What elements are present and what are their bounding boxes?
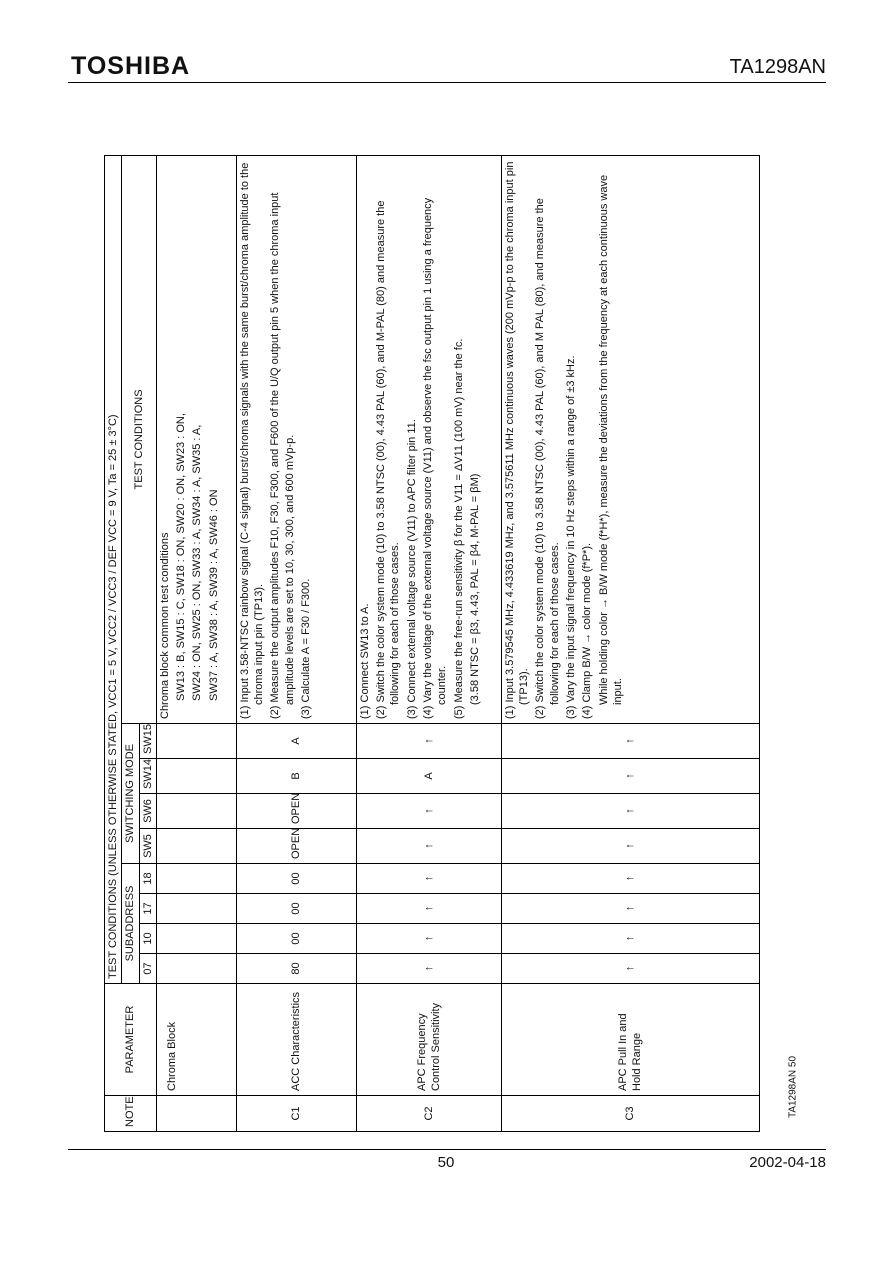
sw-col-14: SW14	[139, 759, 156, 794]
sub-col-10: 10	[139, 924, 156, 954]
note-header: NOTE	[105, 1096, 157, 1132]
parameter-cell: APC Pull In and Hold Range	[501, 984, 759, 1096]
document-date: 2002-04-18	[749, 1154, 826, 1171]
sw-col-6: SW6	[139, 794, 156, 829]
test-conditions-table-rotated	[104, 161, 760, 1132]
sw-col-5: SW5	[139, 829, 156, 864]
note-cell: C2	[356, 1096, 501, 1132]
table-row	[156, 155, 236, 1131]
sub-col-07: 07	[139, 954, 156, 984]
sub-col-17: 17	[139, 894, 156, 924]
table-title: TEST CONDITIONS (UNLESS OTHERWISE STATED, VCC1 = 5 V, VCC2 / VCC3 / DEF VCC = 9 V, Ta = 25 ± 3°C)	[105, 155, 122, 983]
page-number: 50	[437, 1154, 455, 1171]
part-number: TA1298AN	[729, 56, 826, 78]
parameter-cell: Chroma Block	[156, 984, 236, 1096]
toshiba-logo: TOSHIBA	[71, 52, 191, 80]
conditions-cell: Chroma block common test conditions SW13 : B, SW15 : C, SW18 : ON, SW20 : ON, SW23 : ON, SW24 : ON, SW25 : ON, SW33 : A, SW34 : A, SW35 : A, SW37 : A, SW38 : A, SW39 : A, SW46 : ON	[156, 155, 236, 723]
test-conditions-header: TEST CONDITIONS	[122, 155, 157, 723]
table-row: C3 APC Pull In and Hold Range ↑ ↑ ↑ ↑ ↑ ↑ ↑ ↑ (1) Input 3.579545 MHz, 4.433619 MHz, and 3.575611 MHz continuous waves (200 mVp-p to the chroma input pin (TP13). (2) Switch the color system mode (10) to 3.58 NTSC (00), 4.43 PAL (60), and M PAL (80), and measure the following for each of those cases. (3) Vary the input signal frequency in 10 Hz steps within a range of ±3 kHz. (4) Clamp B/W → color mode (f*P*). While holding color → B/W mode (f*H*), measure the deviations from the frequency at each continuous wave input.	[501, 155, 759, 1131]
switching-mode-header: SWITCHING MODE	[122, 724, 139, 864]
conditions-cell: (1) Input 3.58-NTSC rainbow signal (C-4 signal) burst/chroma signals with the same burst/chroma amplitude to the chroma input pin (TP13). (2) Measure the output amplitudes F10, F30, F300, and F600 of the U/Q output pin 5 when the chroma input amplitude levels are set to 10, 30, 300, and 600 mVp-p. (3) Calculate A = F30 / F300.	[236, 155, 356, 723]
header-rule	[68, 82, 826, 83]
table-row: C2 APC Frequency Control Sensitivity ↑ ↑ ↑ ↑ ↑ ↑ A ↑ (1) Connect SW13 to A. (2) Switch the color system mode (10) to 3.58 NTSC (00), 4.43 PAL (60), and M-PAL (80) and measure the following for each of those cases. (3) Connect external voltage source (V11) to APC filter pin 11. (4) Vary the voltage of the external voltage source (V11) and observe the fsc output pin 1 using a frequency counter. (5) Measure the free-run sensitivity β for the V11 = ΔV11 (100 mV) near the fc. (3.58 NTSC = β3, 4.43, PAL = β4, M-PAL = βM)	[356, 155, 501, 1131]
parameter-cell: ACC Characteristics	[236, 984, 356, 1096]
note-cell	[156, 1096, 236, 1132]
parameter-header: PARAMETER	[105, 984, 157, 1096]
sw-col-15: SW15	[139, 724, 156, 759]
side-code: TA1298AN 50	[787, 1055, 799, 1119]
sub-col-18: 18	[139, 864, 156, 894]
table-row: C1 ACC Characteristics 80 00 00 00 OPEN OPEN B A (1) Input 3.58-NTSC rainbow signal (C-4 signal) burst/chroma signals with the same burst/chroma amplitude to the chroma input pin (TP13). (2) Measure the output amplitudes F10, F30, F300, and F600 of the U/Q output pin 5 when the chroma input amplitude levels are set to 10, 30, 300, and 600 mVp-p. (3) Calculate A = F30 / F300.	[236, 155, 356, 1131]
note-cell: C3	[501, 1096, 759, 1132]
footer-rule	[68, 1149, 826, 1150]
subaddress-header: SUBADDRESS	[122, 864, 139, 984]
parameter-cell: APC Frequency Control Sensitivity	[356, 984, 501, 1096]
conditions-cell: (1) Input 3.579545 MHz, 4.433619 MHz, and 3.575611 MHz continuous waves (200 mVp-p to the chroma input pin (TP13). (2) Switch the color system mode (10) to 3.58 NTSC (00), 4.43 PAL (60), and M PAL (80), and measure the following for each of those cases. (3) Vary the input signal frequency in 10 Hz steps within a range of ±3 kHz. (4) Clamp B/W → color mode (f*P*). While holding color → B/W mode (f*H*), measure the deviations from the frequency at each continuous wave input.	[501, 155, 759, 723]
note-cell: C1	[236, 1096, 356, 1132]
test-conditions-table	[104, 155, 760, 1132]
conditions-cell: (1) Connect SW13 to A. (2) Switch the color system mode (10) to 3.58 NTSC (00), 4.43 PAL (60), and M-PAL (80) and measure the following for each of those cases. (3) Connect external voltage source (V11) to APC filter pin 11. (4) Vary the voltage of the external voltage source (V11) and observe the fsc output pin 1 using a frequency counter. (5) Measure the free-run sensitivity β for the V11 = ΔV11 (100 mV) near the fc. (3.58 NTSC = β3, 4.43, PAL = β4, M-PAL = βM)	[356, 155, 501, 723]
